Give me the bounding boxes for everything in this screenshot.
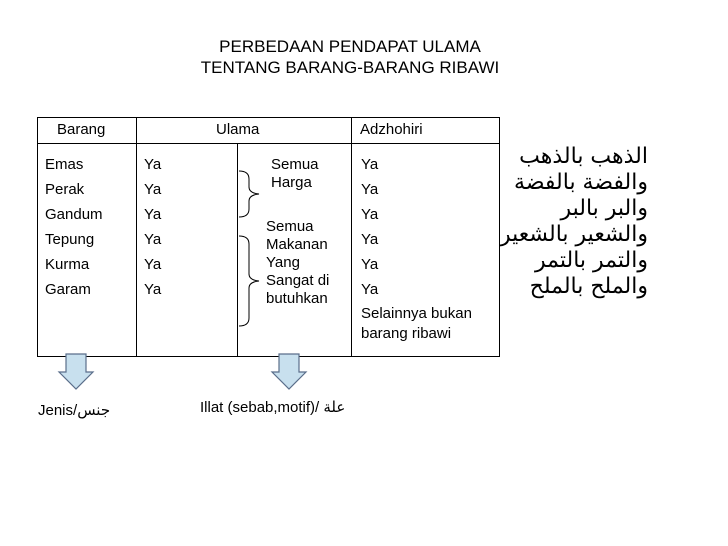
caption-jenis: Jenis/جنس <box>38 402 111 419</box>
illat-1-line: Semua <box>271 156 319 173</box>
barang-item: Perak <box>45 181 85 198</box>
arabic-line: والفضة بالفضة <box>514 170 648 195</box>
adzhohiri-value: Ya <box>361 206 379 223</box>
bracket-makanan <box>233 234 263 328</box>
adzhohiri-value: Ya <box>361 181 379 198</box>
illat-2-line: Makanan <box>266 236 328 253</box>
table-top-border <box>37 117 500 118</box>
arabic-line: والشعير بالشعير <box>500 222 648 247</box>
illat-semua-harga <box>271 156 319 192</box>
ulama-value: Ya <box>144 281 162 298</box>
arabic-hadith-text <box>448 144 648 300</box>
adzhohiri-value: Ya <box>361 156 379 173</box>
adzhohiri-value: Ya <box>361 256 379 273</box>
adzhohiri-note <box>361 304 472 344</box>
ulama-value: Ya <box>144 181 162 198</box>
illat-semua-makanan <box>266 218 329 308</box>
ulama-value: Ya <box>144 256 162 273</box>
illat-1-line: Harga <box>271 174 312 191</box>
barang-item: Tepung <box>45 231 95 248</box>
title-line-1: PERBEDAAN PENDAPAT ULAMA <box>219 37 481 56</box>
illat-2-line: Sangat di <box>266 272 330 289</box>
ulama-value: Ya <box>144 206 162 223</box>
adzhohiri-value: Ya <box>361 281 379 298</box>
table-col-divider-3 <box>351 117 352 357</box>
header-ulama: Ulama <box>216 121 260 138</box>
ulama-value: Ya <box>144 231 162 248</box>
down-arrow-icon <box>269 352 309 392</box>
adzhohiri-note-line: Selainnya bukan <box>361 305 472 322</box>
adzhohiri-note-line: barang ribawi <box>361 325 452 342</box>
caption-illat: Illat (sebab,motif)/ علة <box>200 399 346 416</box>
header-adzhohiri: Adzhohiri <box>360 121 423 138</box>
down-arrow-icon <box>56 352 96 392</box>
header-barang: Barang <box>57 121 106 138</box>
arabic-line: الذهب بالذهب <box>519 144 648 169</box>
arabic-line: والبر بالبر <box>560 196 648 221</box>
table-header-border <box>37 143 500 144</box>
illat-2-line: Semua <box>266 218 314 235</box>
illat-2-line: butuhkan <box>266 290 328 307</box>
illat-2-line: Yang <box>266 254 300 271</box>
arabic-line: والتمر بالتمر <box>535 248 648 273</box>
table-left-border <box>37 117 38 357</box>
ulama-value: Ya <box>144 156 162 173</box>
table-col-divider-1 <box>136 117 137 357</box>
barang-item: Emas <box>45 156 84 173</box>
arabic-line: والملح بالملح <box>529 274 648 299</box>
adzhohiri-value: Ya <box>361 231 379 248</box>
barang-item: Gandum <box>45 206 103 223</box>
title-line-2: TENTANG BARANG-BARANG RIBAWI <box>200 58 500 77</box>
barang-item: Garam <box>45 281 91 298</box>
bracket-harga <box>233 169 263 219</box>
barang-item: Kurma <box>45 256 90 273</box>
page-title <box>120 36 580 78</box>
